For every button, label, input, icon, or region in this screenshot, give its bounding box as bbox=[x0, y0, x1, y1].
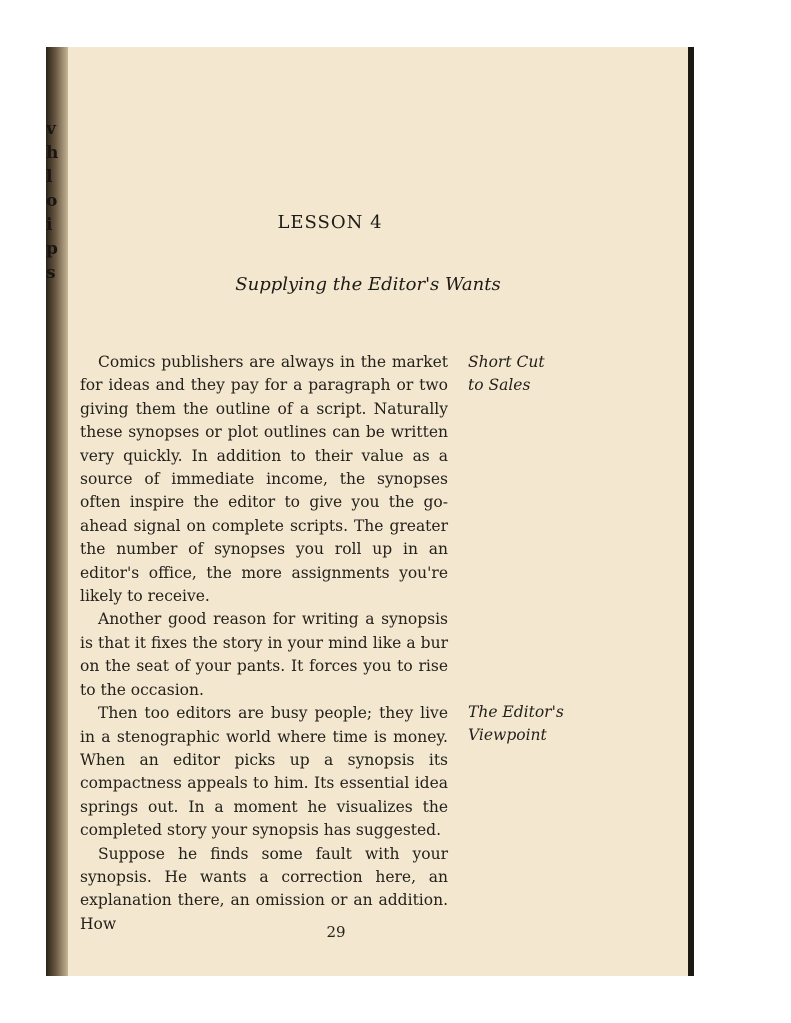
fragment-letter: h bbox=[46, 143, 59, 163]
page-edge-shadow bbox=[688, 47, 694, 976]
margin-note-line: to Sales bbox=[468, 376, 531, 395]
fragment-letter: o bbox=[46, 191, 58, 211]
margin-note-line: Short Cut bbox=[468, 353, 545, 371]
body-text bbox=[80, 351, 448, 936]
margin-note-line: Viewpoint bbox=[468, 726, 547, 745]
fragment-letter: s bbox=[46, 263, 56, 283]
paragraph: Then too editors are busy people; they live in a stenographic world where time is money. When an editor picks up a synopsis its compactness appeals to him. Its essential idea springs out. In a moment he visualizes the completed story your synopsis has suggested. bbox=[80, 704, 448, 840]
fragment-letter: p bbox=[46, 239, 58, 259]
margin-note-short-cut bbox=[468, 351, 588, 398]
paragraph: Comics publishers are always in the market for ideas and they pay for a paragraph or two giving them the outline of a script. Naturally these synopses or plot outlines can be written very quickly. In addition to their value as a source of immediate income, the synopses often inspire the editor to give you the go-ahead signal on complete scripts. The greater the number of synopses you roll up in an editor's office, the more assignments you're likely to receive. bbox=[80, 353, 448, 606]
page-number: 29 bbox=[326, 923, 346, 941]
paragraph: Another good reason for writing a synopsis is that it fixes the story in your mind like a bur on the seat of your pants. It forces you to rise to the occasion. bbox=[80, 610, 448, 699]
facing-page-fragment bbox=[46, 117, 62, 285]
margin-note-line: The Editor's bbox=[468, 703, 564, 721]
book-page bbox=[46, 47, 694, 976]
chapter-title: Supplying the Editor's Wants bbox=[235, 274, 501, 295]
paragraph: Suppose he finds some fault with your synopsis. He wants a correction here, an explanation there, an omission or an addition. How bbox=[80, 844, 448, 933]
fragment-letter: i bbox=[46, 215, 53, 235]
lesson-heading: LESSON 4 bbox=[277, 212, 383, 233]
fragment-letter: l bbox=[46, 167, 53, 187]
fragment-letter: v bbox=[46, 119, 56, 139]
margin-note-editors-viewpoint bbox=[468, 701, 588, 748]
